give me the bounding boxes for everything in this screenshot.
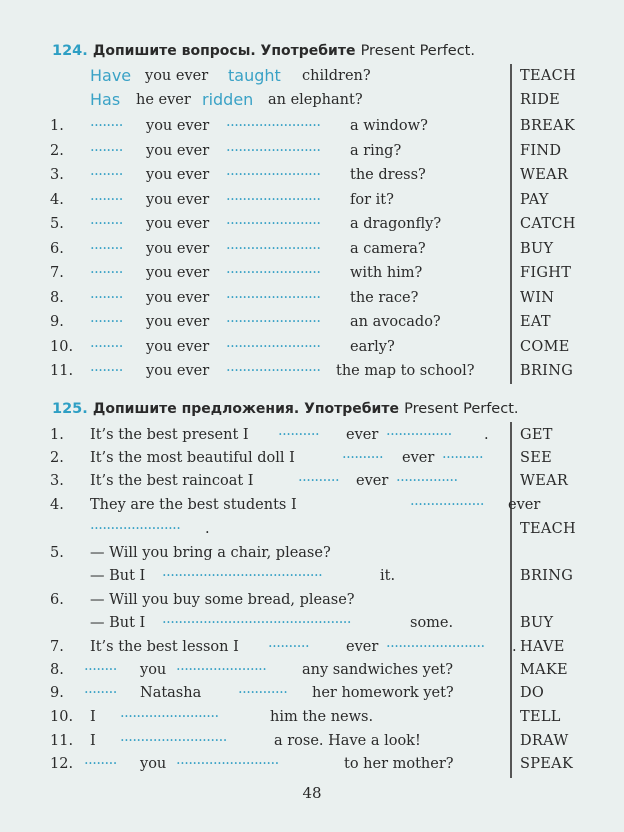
verb-column-divider (510, 64, 512, 384)
item-text: I (90, 709, 96, 725)
example-participle: taught (228, 66, 281, 85)
verb-label: FIGHT (520, 265, 572, 281)
item-text: you ever (146, 216, 210, 232)
verb-label: DRAW (520, 733, 569, 749)
answer-blank[interactable]: ............... (396, 469, 458, 485)
item-text: ever (508, 497, 541, 513)
answer-blank[interactable]: ........ (84, 658, 117, 674)
item-number: 5. (50, 545, 64, 561)
answer-blank[interactable]: ...................... (176, 658, 267, 674)
answer-blank[interactable]: ....................... (226, 163, 321, 179)
item-text: some. (410, 615, 454, 631)
item-text: — Will you buy some bread, please? (90, 592, 355, 608)
answer-blank[interactable]: ....................... (226, 187, 321, 204)
item-number: 8. (50, 289, 64, 306)
item-text: you ever (146, 289, 210, 306)
page-number: 48 (302, 784, 322, 802)
item-number: 11. (50, 733, 74, 749)
verb-label: PAY (520, 191, 549, 208)
verb-label: SPEAK (520, 756, 574, 772)
verb-label: BRING (520, 363, 574, 379)
item-number: 2. (50, 142, 64, 159)
item-number: 10. (50, 709, 74, 725)
answer-blank[interactable]: ...................... (90, 517, 181, 533)
item-ending: a ring? (350, 142, 402, 159)
item-text: It’s the most beautiful doll I (90, 450, 295, 466)
answer-blank[interactable]: .......... (342, 446, 384, 462)
item-text: — But I (90, 568, 146, 584)
example-subject: you ever (145, 68, 209, 84)
answer-blank[interactable]: ....................... (226, 310, 321, 326)
item-number: 11. (50, 363, 74, 379)
answer-blank[interactable]: ....................................... (162, 564, 323, 580)
answer-blank[interactable]: .......... (278, 423, 320, 439)
item-text: to her mother? (344, 756, 454, 772)
answer-blank[interactable]: .......... (442, 446, 484, 462)
example-object: children? (302, 68, 371, 84)
item-number: 3. (50, 167, 64, 183)
item-number: 4. (50, 191, 64, 208)
verb-label: BREAK (520, 118, 575, 134)
item-number: 6. (50, 592, 64, 608)
item-ending: early? (350, 338, 395, 355)
answer-blank[interactable]: ....................... (226, 285, 321, 302)
verb-label: TEACH (520, 68, 576, 84)
exercise-125-heading (52, 398, 519, 417)
item-text: her homework yet? (312, 685, 454, 701)
exercise-number: 124. (52, 43, 88, 59)
verb-label: SEE (520, 450, 553, 466)
answer-blank[interactable]: ........ (84, 752, 117, 768)
item-text: you ever (146, 314, 210, 330)
verb-column-divider (510, 422, 512, 778)
answer-blank[interactable]: ........................ (386, 635, 485, 651)
verb-label: HAVE (520, 639, 565, 655)
verb-label: TEACH (520, 521, 576, 537)
item-text: . (205, 521, 210, 537)
answer-blank[interactable]: ....................... (226, 236, 321, 253)
answer-blank[interactable]: ........ (90, 310, 123, 326)
answer-blank[interactable]: ....................... (226, 359, 321, 375)
example-auxiliary: Has (90, 90, 121, 109)
example-participle: ridden (202, 90, 254, 109)
exercise-tense: Present Perfect. (404, 401, 519, 417)
item-number: 10. (50, 338, 74, 355)
answer-blank[interactable]: ........ (90, 285, 123, 302)
item-number: 4. (50, 497, 64, 513)
item-text: you ever (146, 363, 210, 379)
item-text: . (512, 639, 517, 655)
exercise-number: 125. (52, 401, 88, 417)
item-text: — But I (90, 615, 146, 631)
verb-label: WEAR (520, 473, 569, 489)
verb-label: COME (520, 338, 570, 355)
item-ending: a camera? (350, 240, 426, 257)
item-number: 9. (50, 314, 64, 330)
exercise-tense: Present Perfect. (360, 43, 475, 59)
item-number: 3. (50, 473, 64, 489)
answer-blank[interactable]: ........ (90, 236, 123, 253)
item-text: ever (346, 427, 379, 443)
answer-blank[interactable]: ....................... (226, 334, 321, 351)
item-number: 7. (50, 639, 64, 655)
item-ending: the map to school? (336, 363, 475, 379)
verb-label: MAKE (520, 662, 568, 678)
item-text: ever (356, 473, 389, 489)
item-number: 1. (50, 118, 64, 134)
answer-blank[interactable]: .................. (410, 493, 484, 509)
item-text: any sandwiches yet? (302, 662, 454, 678)
example-auxiliary: Have (90, 66, 132, 85)
item-text: Natasha (140, 685, 202, 701)
item-text: you ever (146, 240, 210, 257)
item-ending: the race? (350, 289, 419, 306)
item-number: 6. (50, 240, 64, 257)
answer-blank[interactable]: ........ (90, 138, 123, 155)
item-text: I (90, 733, 96, 749)
item-text: you (140, 756, 167, 772)
item-text: They are the best students I (90, 497, 297, 513)
verb-label: CATCH (520, 216, 576, 232)
answer-blank[interactable]: ........ (90, 334, 123, 351)
answer-blank[interactable]: ................ (386, 423, 452, 439)
answer-blank[interactable]: .............................................. (162, 611, 352, 627)
item-number: 2. (50, 450, 64, 466)
item-ending: a window? (350, 118, 428, 134)
item-text: you ever (146, 167, 210, 183)
item-text: you ever (146, 338, 210, 355)
exercise-instruction: Допишите предложения. Употребите (92, 401, 399, 417)
answer-blank[interactable]: ........ (90, 187, 123, 204)
item-number: 9. (50, 685, 64, 701)
item-text: you ever (146, 191, 210, 208)
verb-label: GET (520, 427, 553, 443)
item-text: a rose. Have a look! (274, 733, 421, 749)
answer-blank[interactable]: ............ (238, 681, 288, 697)
answer-blank[interactable]: .......................... (120, 729, 227, 745)
answer-blank[interactable]: ........ (84, 681, 117, 697)
verb-label: WEAR (520, 167, 569, 183)
answer-blank[interactable]: ........ (90, 359, 123, 375)
item-text: him the news. (270, 709, 374, 725)
item-text: you (140, 662, 167, 678)
item-ending: the dress? (350, 167, 426, 183)
example-object: an elephant? (268, 92, 363, 108)
verb-label: FIND (520, 142, 562, 159)
answer-blank[interactable]: ........ (90, 261, 123, 277)
answer-blank[interactable]: .......... (298, 469, 340, 485)
item-text: you ever (146, 118, 210, 134)
item-text: you ever (146, 142, 210, 159)
item-text: ever (346, 639, 379, 655)
verb-label: WIN (520, 289, 555, 306)
answer-blank[interactable]: ....................... (226, 212, 321, 228)
item-text: It’s the best lesson I (90, 639, 239, 655)
example-subject: he ever (136, 92, 191, 108)
exercise-124-heading (52, 40, 475, 59)
answer-blank[interactable]: ........ (90, 114, 123, 130)
item-number: 5. (50, 216, 64, 232)
verb-label: TELL (520, 709, 561, 725)
answer-blank[interactable]: .......... (268, 635, 310, 651)
item-number: 1. (50, 427, 64, 443)
item-ending: an avocado? (350, 314, 441, 330)
verb-label: BUY (520, 615, 554, 631)
item-text: . (484, 427, 489, 443)
item-number: 7. (50, 265, 64, 281)
verb-label: EAT (520, 314, 551, 330)
item-text: you ever (146, 265, 210, 281)
answer-blank[interactable]: ........ (90, 212, 123, 228)
answer-blank[interactable]: ....................... (226, 114, 321, 130)
verb-label: BRING (520, 568, 574, 584)
exercise-instruction: Допишите вопросы. Употребите (92, 43, 356, 59)
item-text: It’s the best raincoat I (90, 473, 254, 489)
answer-blank[interactable]: ......................... (176, 752, 279, 768)
verb-label: DO (520, 685, 545, 701)
item-ending: a dragonfly? (350, 216, 442, 232)
item-ending: for it? (350, 191, 394, 208)
item-text: ever (402, 450, 435, 466)
item-number: 12. (50, 756, 74, 772)
item-number: 8. (50, 662, 64, 678)
verb-label: RIDE (520, 92, 561, 108)
answer-blank[interactable]: ....................... (226, 261, 321, 277)
item-text: it. (380, 568, 396, 584)
item-text: It’s the best present I (90, 427, 249, 443)
item-ending: with him? (350, 265, 423, 281)
answer-blank[interactable]: ........................ (120, 705, 219, 721)
verb-label: BUY (520, 240, 554, 257)
answer-blank[interactable]: ........ (90, 163, 123, 179)
item-text: — Will you bring a chair, please? (90, 545, 331, 561)
answer-blank[interactable]: ....................... (226, 138, 321, 155)
